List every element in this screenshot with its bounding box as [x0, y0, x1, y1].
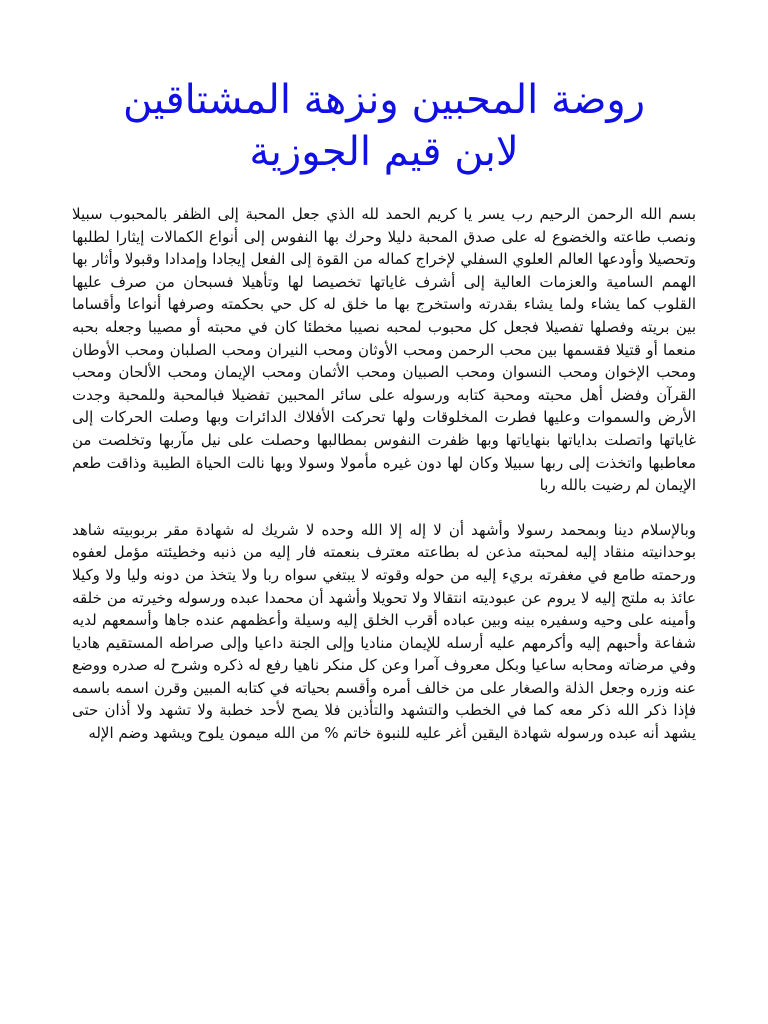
document-body: [72, 203, 696, 745]
document-title: [40, 74, 728, 178]
paragraph-2: وبالإسلام دينا وبمحمد رسولا وأشهد أن لا إله إلا الله وحده لا شريك له شهادة مقر بربوبيته شاهد بوحدانيته منقاد إليه لمحبته مذعن له بطاعته معترف بنعمته فار إليه من ذنبه وخطيئته مؤمل لعفوه ورحمته طامع في مغفرته بريء إليه من حوله وقوته لا يبتغي سواه ربا ولا يتخذ من دونه وليا ولا وكيلا عائذ به ملتج إليه لا يروم عن عبوديته انتقالا ولا تحويلا وأشهد أن محمدا عبده ورسوله وخيرته من خلقه وأمينه على وحيه وسفيره بينه وبين عباده أقرب الخلق إليه وسيلة وأعظمهم عنده جاها وأسمعهم لديه شفاعة وأحبهم إليه وأكرمهم عليه أرسله للإيمان مناديا وإلى الجنة داعيا وإلى صراطه المستقيم هاديا وفي مرضاته ومحابه ساعيا وبكل معروف آمرا وعن كل منكر ناهيا رفع له ذكره وشرح له صدره ووضع عنه وزره وجعل الذلة والصغار على من خالف أمره وأقسم بحياته في كتابه المبين وقرن اسمه باسمه فإذا ذكر الله ذكر معه كما في الخطب والتشهد والتأذين فلا يصح لأحد خطبة ولا تشهد ولا أذان حتى يشهد أنه عبده ورسوله شهادة اليقين أغر عليه للنبوة خاتم % من الله ميمون يلوح ويشهد وضم الإله: [72, 520, 696, 743]
paragraph-1: بسم الله الرحمن الرحيم رب يسر يا كريم الحمد لله الذي جعل المحبة إلى الظفر بالمحبوب سبيلا ونصب طاعته والخضوع له على صدق المحبة دليلا وحرك بها النفوس إلى أنواع الكمالات إيثارا لطلبها وتحصيلا وأودعها العالم العلوي السفلي لإخراج كماله من القوة إلى الفعل إيجادا وإمدادا وقبولا وأثار بها الهمم السامية والعزمات العالية إلى أشرف غاياتها تخصيصا لها وتأهيلا فسبحان من صرف عليها القلوب كما يشاء ولما يشاء بقدرته واستخرج بها ما خلق له كل حي بحكمته وصرفها أنواعا وأقساما بين بريته وفصلها تفصيلا فجعل كل محبوب لمحبه نصيبا مخطئا كان في محبته أو مصيبا وجعله بحبه منعما أو قتيلا فقسمها بين محب الرحمن ومحب الأوثان ومحب النيران ومحب الصلبان ومحب الأوطان ومحب الإخوان ومحب النسوان ومحب الصبيان ومحب الأثمان ومحب الإيمان ومحب الألحان ومحب القرآن وفضل أهل محبته ومحبة كتابه ورسوله على سائر المحبين تفضيلا فبالمحبة وللمحبة وجدت الأرض والسموات وعليها فطرت المخلوقات ولها تحركت الأفلاك الدائرات وبها وصلت الحركات إلى غاياتها واتصلت بداياتها بنهاياتها وبها ظفرت النفوس بمطالبها وحصلت على نيل مآربها وتخلصت من معاطبها واتخذت إلى ربها سبيلا وكان لها دون غيره مأمولا وسولا وبها نالت الحياة الطيبة وذاقت طعم الإيمان لم رضيت بالله ربا: [72, 205, 696, 495]
title-line-2: لابن قيم الجوزية: [249, 129, 519, 175]
title-line-1: روضة المحبين ونزهة المشتاقين: [122, 77, 646, 123]
